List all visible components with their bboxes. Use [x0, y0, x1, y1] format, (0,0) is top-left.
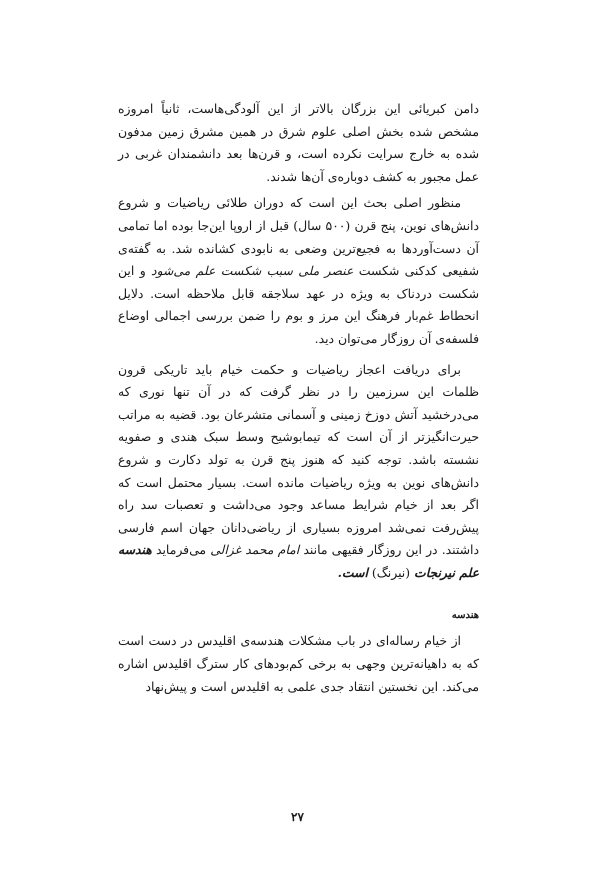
- section-title: هندسه: [451, 610, 479, 622]
- paragraph-1-text: دامن کبریائی این بزرگان بالاتر از این آلودگی‌هاست، ثانیاً امروزه مشخص شده بخش اصلی علوم شرق در همین مشرق زمین مدفون شده به خارج سرایت نکرده است، و قرن‌ها بعد دانشمندان غربی در عمل مجبور به کشف دوباره‌ی آن‌ها شدند.: [118, 101, 479, 184]
- paragraph-3: [118, 359, 479, 585]
- paragraph-3-text-middle: می‌فرماید: [151, 542, 211, 558]
- body-text: [118, 98, 479, 698]
- paragraph-2-text-after: و این شکست دردناک به ویژه در عهد سلاجقه قابل ملاحظه است. دلایل انحطاط غم‌بار فرهنگ این مرز و بوم را ضمن بررسی اجمالی اوضاع فلسفه‌ی آن روزگار می‌توان دید.: [118, 263, 479, 346]
- page-number: ۲۷: [291, 810, 304, 824]
- paragraph-2: [118, 192, 479, 350]
- paragraph-3-bold-italic-quote: هندسه علم نیرنجات: [118, 542, 479, 580]
- paragraph-2-text-before: منظور اصلی بحث این است که دوران طلائی ریاضیات و شروع دانش‌های نوین، پنج قرن (۵۰۰ سال) قبل از اروپا این‌جا بوده اما تمامی آن دست‌آوردها به فجیع‌ترین وضعی به نابودی کشانده شد. به گفته‌ی شفیعی کدکنی شکست: [118, 195, 480, 279]
- paragraph-4-text: از خیام رساله‌ای در باب مشکلات هندسه‌ی اقلیدس در دست است که به داهیانه‌ترین وجهی به برخی کم‌بودهای کار سترگ اقلیدس اشاره می‌کند. این نخستین انتقاد جدی علمی به اقلیدس است و پیش‌نهاد: [118, 633, 479, 694]
- paragraph-3-paren: (نیرنگ): [367, 564, 415, 580]
- paragraph-3-bold-italic-end: است.: [337, 564, 368, 580]
- paragraph-3-italic-name: امام محمد غزالی: [210, 542, 300, 558]
- paragraph-1: [118, 98, 479, 188]
- paragraph-4: [118, 630, 479, 698]
- paragraph-3-text-before: برای دریافت اعجاز ریاضیات و حکمت خیام باید تاریکی قرون ظلمات این سرزمین را در نظر گرفت که در آن تنها نوری که می‌درخشید آتش دوزخ زمینی و آسمانی متشرعان بود. قضیه به مراتب حیرت‌انگیزتر از آن است که تیمابوشیح وسط سبک هندی و صفویه نشسته باشد. توجه کنید که هنوز پنج قرن به تولد دکارت و شروع دانش‌های نوین به ویژه ریاضیات مانده است. بسیار محتمل است که اگر بعد از خیام شرایط مساعد وجود می‌داشت و تعصبات سد راه پیش‌رفت نمی‌شد امروزه بسیاری از ریاضی‌دانان جهان اسم فارسی داشتند. در این روزگار فقیهی مانند: [118, 361, 479, 558]
- paragraph-2-italic-phrase: عنصر ملی سبب شکست علم می‌شود: [151, 263, 354, 279]
